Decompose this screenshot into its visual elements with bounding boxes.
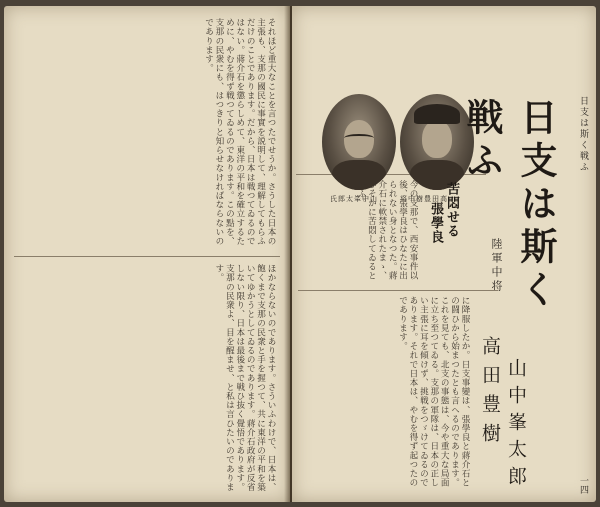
author-rank: 陸軍中将 [490,238,503,294]
running-head: 日支は斯く戦ふ [578,96,588,173]
left-page [4,6,290,502]
right-page [292,6,596,502]
subheading-2: 張學良 [428,202,443,244]
portrait-yamanaka [322,94,396,190]
left-page-divider [14,256,280,257]
glasses-icon [344,134,374,142]
caption-takada: 将中樹豊田高 [400,195,448,203]
author-name-yamanaka: 山中峯太郎 [505,358,527,493]
left-page-lower-text: ほかならないのであります。さういふわけで、日本は、飽くまで支那の民衆と手を握つて、共に東洋の平和を築いてゆかうとしてゐるのであります。蔣介石政府が反省しない限り、日本は最後まで戦ひ抜く覺悟であります。支那の民衆よ、目を醒ませ、と私は言ひたいのであります。 [213,264,276,492]
right-page-lower-text: に降服したか。日支事變は、張學良と蔣介石との闘ひから始まつたとも言へるのであります。これを見ても、北支の事態は、今や重大な局面に立ち至つてゐる。支那の軍隊は、日本の正しい主張に耳を傾けず、挑戦をつゞけてゐるのであります。それで日本は、やむを得ず起つたのであります。 [397,296,470,488]
left-page-upper-text: それほど重大なことを言つたでせうか。さうした日本の主張も、支那の國民に事實を説明して、理解してもらふだけのことであります。だから、日本は戦つてゐるのではない。蔣介石を懲らしめて、東洋の平和を確立するために、やむを得ず戦つてゐるのであります。この點を、支那の民衆にも、はつきりと知らせなければならないのであります。 [203,18,276,246]
author-name-takada: 高田豊樹 [479,336,501,452]
subheading-1: 苦悶せる [444,182,459,238]
page-number: 一四 [578,476,588,494]
right-page-divider [298,290,498,291]
right-page-upper-text: 今の支那で、西安事件以後、張學良はひなたに出られない身となつた。蔣介石に軟禁されたまゝ、ひそかに苦悶してゐるといふ。 [355,180,418,281]
article-title: 日支は斯く戦ふ [460,98,557,313]
caption-yamanaka: 氏郎太峯中山 [330,195,378,203]
